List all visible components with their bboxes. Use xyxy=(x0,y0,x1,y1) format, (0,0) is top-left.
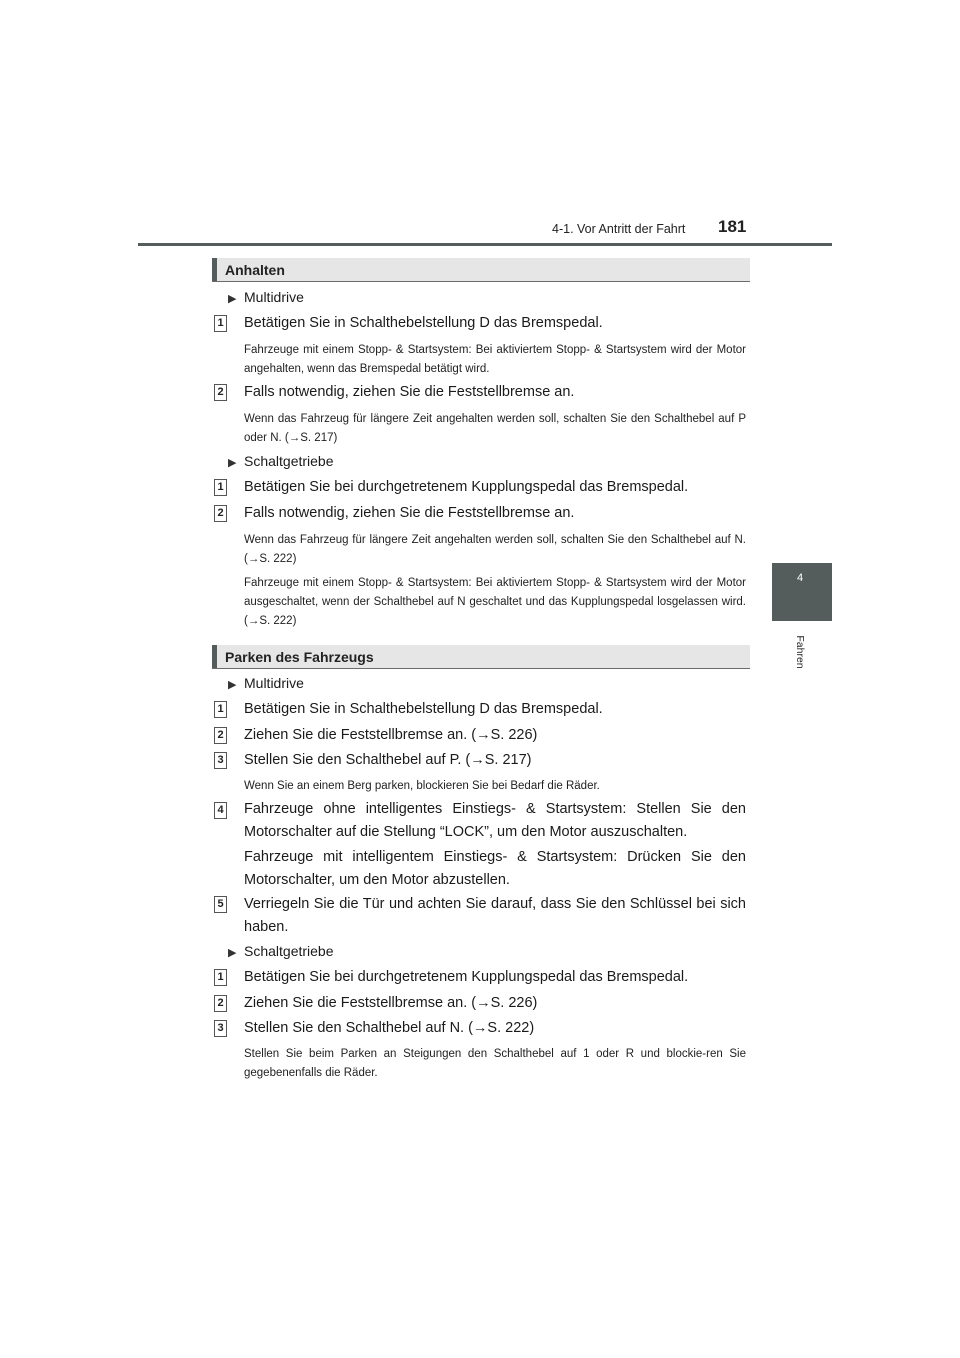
step-number: 2 xyxy=(214,995,227,1012)
step-note: Stellen Sie beim Parken an Steigungen den Schalthebel auf 1 oder R und blockie-ren Sie gegebenenfalls die Räder. xyxy=(244,1048,746,1079)
step-text: Falls notwendig, ziehen Sie die Feststellbremse an. xyxy=(244,505,575,521)
running-header: 4-1. Vor Antritt der Fahrt xyxy=(552,222,686,236)
step-text: Betätigen Sie bei durchgetretenem Kupplungspedal das Bremspedal. xyxy=(244,969,689,985)
step-number: 5 xyxy=(214,896,227,913)
subsection-label: Multidrive xyxy=(244,289,304,305)
step-text: Stellen Sie den Schalthebel auf N. (→S. 222) xyxy=(244,1020,535,1036)
step-note: Fahrzeuge mit einem Stopp- & Startsystem: Bei aktiviertem Stopp- & Startsystem wird der Motor ausgeschaltet, wenn der Schalthebel auf N geschaltet und das Kupplungspedal losgelassen wird. (→S. 222) xyxy=(244,577,746,627)
triangle-bullet-icon: ▶ xyxy=(228,457,237,469)
step-text: Ziehen Sie die Feststellbremse an. (→S. 226) xyxy=(244,727,538,743)
chapter-label: Fahren xyxy=(794,635,806,669)
step-note: Wenn das Fahrzeug für längere Zeit angehalten werden soll, schalten Sie den Schalthebel auf P oder N. (→S. 217) xyxy=(244,413,746,444)
section-heading-parken xyxy=(212,645,750,669)
subsection-label: Schaltgetriebe xyxy=(244,943,334,959)
step-number: 4 xyxy=(214,802,227,819)
step-text-continued: Fahrzeuge mit intelligentem Einstiegs- & Startsystem: Drücken Sie den Motorschalter, um den Motor abzustellen. xyxy=(244,849,746,888)
triangle-bullet-icon: ▶ xyxy=(228,293,237,305)
step-number: 2 xyxy=(214,384,227,401)
step-text: Ziehen Sie die Feststellbremse an. (→S. 226) xyxy=(244,995,538,1011)
header-rule xyxy=(138,243,832,246)
page-number: 181 xyxy=(718,217,747,236)
step-note: Wenn das Fahrzeug für längere Zeit angehalten werden soll, schalten Sie den Schalthebel auf N. (→S. 222) xyxy=(244,534,746,565)
chapter-number: 4 xyxy=(796,572,804,584)
step-text: Betätigen Sie in Schalthebelstellung D das Bremspedal. xyxy=(244,701,603,717)
step-text: Falls notwendig, ziehen Sie die Feststellbremse an. xyxy=(244,384,575,400)
subsection-label: Multidrive xyxy=(244,675,304,691)
step-text: Stellen Sie den Schalthebel auf P. (→S. 217) xyxy=(244,752,532,768)
chapter-label-wrap xyxy=(788,628,812,678)
step-number: 2 xyxy=(214,505,227,522)
section-heading-anhalten xyxy=(212,258,750,282)
section-title: Anhalten xyxy=(225,262,285,278)
step-note: Wenn Sie an einem Berg parken, blockieren Sie bei Bedarf die Räder. xyxy=(244,780,600,792)
step-number: 1 xyxy=(214,479,227,496)
section-title: Parken des Fahrzeugs xyxy=(225,649,374,665)
subsection-label: Schaltgetriebe xyxy=(244,453,334,469)
step-number: 3 xyxy=(214,752,227,769)
step-text: Fahrzeuge ohne intelligentes Einstiegs- & Startsystem: Stellen Sie den Motorschalter auf die Stellung “LOCK”, um den Motor auszuschalten. xyxy=(244,801,746,840)
step-number: 2 xyxy=(214,727,227,744)
step-note: Fahrzeuge mit einem Stopp- & Startsystem: Bei aktiviertem Stopp- & Startsystem wird der Motor angehalten, wenn das Bremspedal betätigt wird. xyxy=(244,344,746,375)
step-text: Betätigen Sie bei durchgetretenem Kupplungspedal das Bremspedal. xyxy=(244,479,689,495)
step-text: Verriegeln Sie die Tür und achten Sie darauf, dass Sie den Schlüssel bei sich haben. xyxy=(244,896,746,935)
triangle-bullet-icon: ▶ xyxy=(228,679,237,691)
step-number: 1 xyxy=(214,969,227,986)
triangle-bullet-icon: ▶ xyxy=(228,947,237,959)
step-number: 1 xyxy=(214,315,227,332)
step-number: 1 xyxy=(214,701,227,718)
step-number: 3 xyxy=(214,1020,227,1037)
step-text: Betätigen Sie in Schalthebelstellung D das Bremspedal. xyxy=(244,315,603,331)
